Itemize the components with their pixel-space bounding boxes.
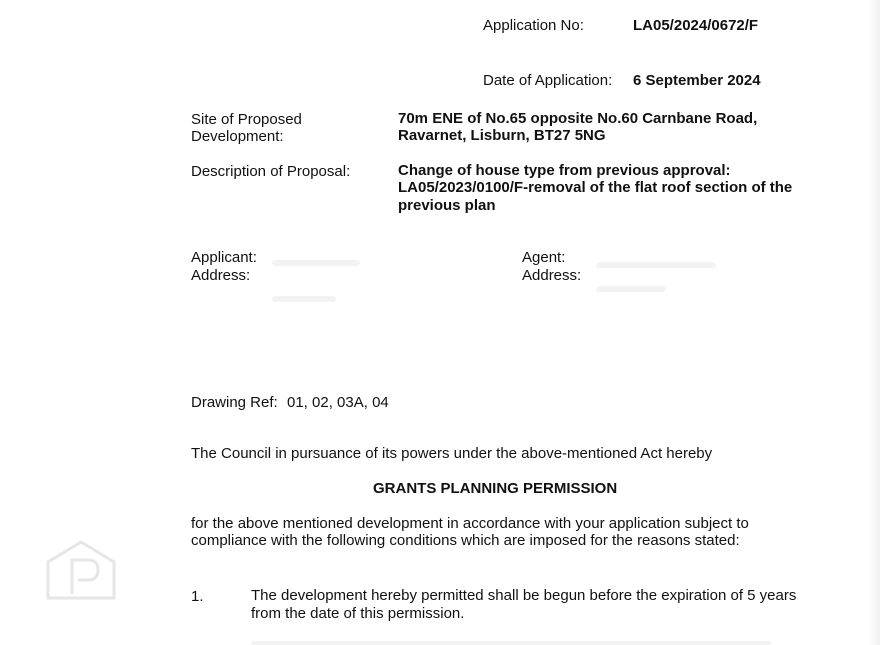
- page-edge-shadow: [868, 0, 880, 645]
- condition-number: 1.: [191, 588, 204, 605]
- agent-label: Agent:: [522, 249, 566, 266]
- date-of-application-label: Date of Application:: [483, 72, 613, 89]
- proposal-label: Description of Proposal:: [191, 163, 351, 180]
- drawing-ref-label: Drawing Ref:: [191, 394, 278, 411]
- proposal-value-line1: Change of house type from previous approval:: [398, 162, 731, 179]
- grants-heading: GRANTS PLANNING PERMISSION: [373, 480, 618, 497]
- proposal-value-line2: LA05/2023/0100/F-removal of the flat roof section of the: [398, 179, 793, 196]
- condition-text-line2: from the date of this permission.: [251, 605, 465, 622]
- site-value-line1: 70m ENE of No.65 opposite No.60 Carnbane Road,: [398, 110, 758, 127]
- site-label-line1: Site of Proposed: [191, 111, 302, 128]
- date-of-application-value: 6 September 2024: [633, 72, 761, 89]
- site-label-line2: Development:: [191, 128, 284, 145]
- conditions-intro-line1: for the above mentioned development in accordance with your application subject to: [191, 515, 749, 532]
- property-logo-watermark-icon: [42, 538, 120, 602]
- drawing-ref-value: 01, 02, 03A, 04: [287, 394, 389, 411]
- site-value-line2: Ravarnet, Lisburn, BT27 5NG: [398, 127, 606, 144]
- conditions-intro-line2: compliance with the following conditions which are imposed for the reasons stated:: [191, 532, 740, 549]
- council-intro: The Council in pursuance of its powers under the above-mentioned Act hereby: [191, 445, 713, 462]
- proposal-value-line3: previous plan: [398, 197, 496, 214]
- redacted-agent-name: [596, 262, 716, 268]
- application-no-value: LA05/2024/0672/F: [633, 17, 759, 34]
- applicant-label: Applicant:: [191, 249, 257, 266]
- condition-text-line1: The development hereby permitted shall be begun before the expiration of 5 years: [251, 587, 797, 604]
- redacted-applicant-address: [272, 296, 336, 302]
- cut-off-next-line: [251, 641, 771, 645]
- applicant-address-label: Address:: [191, 267, 251, 284]
- redacted-agent-address: [596, 286, 666, 292]
- application-no-label: Application No:: [483, 17, 584, 34]
- agent-address-label: Address:: [522, 267, 582, 284]
- redacted-applicant-name: [272, 260, 360, 266]
